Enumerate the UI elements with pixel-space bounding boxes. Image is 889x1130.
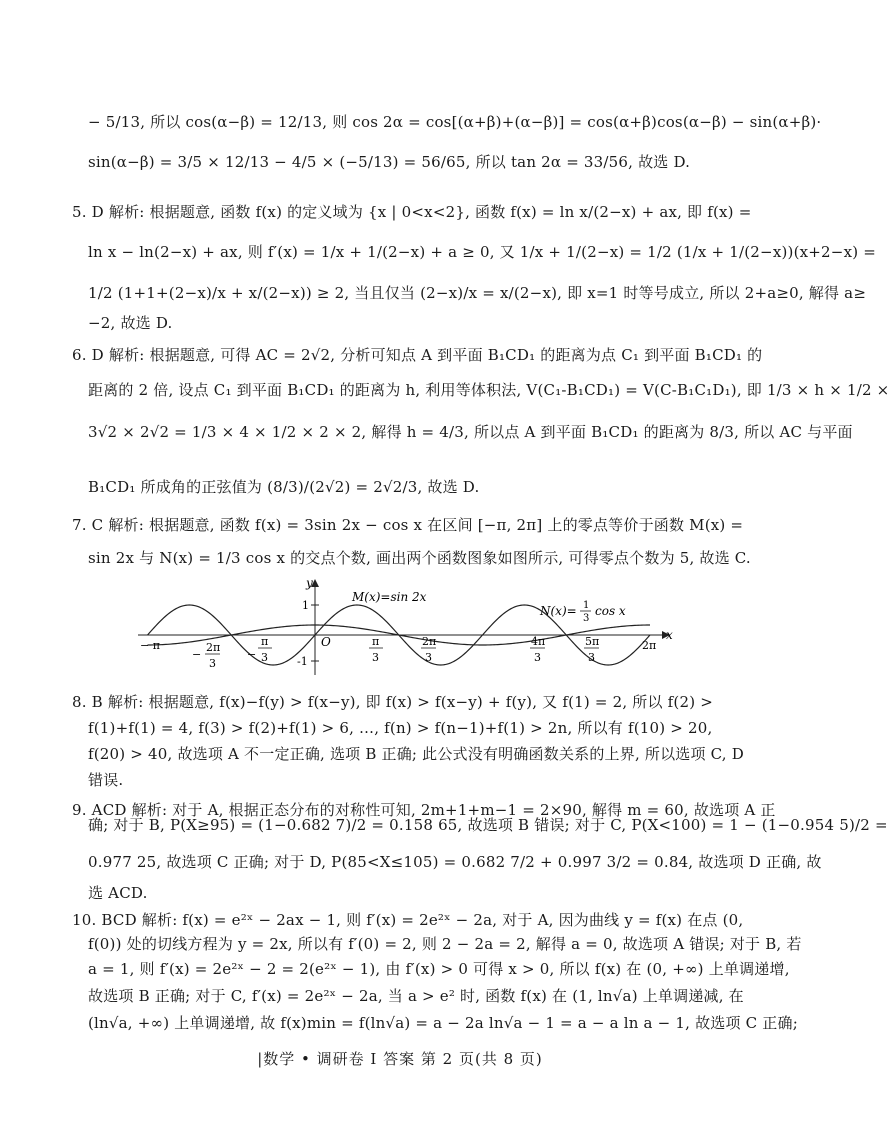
text-line: a = 1, 则 f′(x) = 2e²ˣ − 2 = 2(e²ˣ − 1), 由 f′(x) > 0 可得 x > 0, 所以 f(x) 在 (0, +∞) 上单调递增,: [88, 960, 790, 978]
text-line: 0.977 25, 故选项 C 正确; 对于 D, P(85<X≤105) = 0.682 7/2 + 0.997 3/2 = 0.84, 故选项 D 正确, 故: [88, 853, 822, 871]
text-line: B₁CD₁ 所成角的正弦值为 (8/3)/(2√2) = 2√2/3, 故选 D.: [88, 478, 480, 496]
y-tick-neg1: -1: [297, 655, 308, 668]
n-frac-den: 3: [583, 613, 590, 624]
tick-neg-2pi3-minus: −: [192, 648, 202, 661]
text-line: (ln√a, +∞) 上单调递增, 故 f(x)min = f(ln√a) = a − 2a ln√a − 1 = a − a ln a − 1, 故选项 C 正确;: [88, 1014, 798, 1032]
text-line: 距离的 2 倍, 设点 C₁ 到平面 B₁CD₁ 的距离为 h, 利用等体积法, V(C₁-B₁CD₁) = V(C-B₁C₁D₁), 即 1/3 × h × 1/2 ×: [88, 381, 889, 399]
tick-5pi3-num: 5π: [585, 635, 600, 648]
text-line: − 5/13, 所以 cos(α−β) = 12/13, 则 cos 2α = cos[(α+β)+(α−β)] = cos(α+β)cos(α−β) − sin(α+β)·: [88, 113, 822, 131]
text-line: 3√2 × 2√2 = 1/3 × 4 × 1/2 × 2 × 2, 解得 h = 4/3, 所以点 A 到平面 B₁CD₁ 的距离为 8/3, 所以 AC 与平面: [88, 423, 853, 441]
n-curve-label-tail: cos x: [595, 604, 626, 618]
text-line: sin(α−β) = 3/5 × 12/13 − 4/5 × (−5/13) = 56/65, 所以 tan 2α = 33/56, 故选 D.: [88, 153, 691, 171]
answer-7-line: 7. C 解析: 根据题意, 函数 f(x) = 3sin 2x − cos x 在区间 [−π, 2π] 上的零点等价于函数 M(x) =: [72, 516, 744, 534]
tick-neg-pi3-num: π: [261, 635, 269, 648]
tick-pi3-den: 3: [372, 651, 379, 664]
x-axis-label: x: [666, 628, 673, 642]
tick-neg-2pi3-den: 3: [209, 657, 216, 670]
text-line: f(1)+f(1) = 4, f(3) > f(2)+f(1) > 6, …, f(n) > f(n−1)+f(1) > 2n, 所以有 f(10) > 20,: [88, 719, 713, 737]
text-line: 错误.: [88, 771, 124, 789]
tick-2pi3-num: 2π: [422, 635, 437, 648]
tick-5pi3-den: 3: [588, 651, 595, 664]
tick-2pi3-den: 3: [425, 651, 432, 664]
answer-8-line: 8. B 解析: 根据题意, f(x)−f(y) > f(x−y), 即 f(x) > f(x−y) + f(y), 又 f(1) = 2, 所以 f(2) >: [72, 693, 714, 711]
text-line: 确; 对于 B, P(X≥95) = (1−0.682 7)/2 = 0.158 65, 故选项 B 错误; 对于 C, P(X<100) = 1 − (1−0.954 5)/2 =: [88, 816, 888, 834]
text-line: f(0)) 处的切线方程为 y = 2x, 所以有 f′(0) = 2, 则 2 − 2a = 2, 解得 a = 0, 故选项 A 错误; 对于 B, 若: [88, 935, 802, 953]
tick-neg-pi: − π: [140, 639, 160, 652]
n-frac-num: 1: [583, 600, 590, 611]
tick-4pi3-num: 4π: [531, 635, 546, 648]
text-line: f(20) > 40, 故选项 A 不一定正确, 选项 B 正确; 此公式没有明确函数关系的上界, 所以选项 C, D: [88, 745, 744, 763]
tick-neg-pi3-den: 3: [261, 651, 268, 664]
function-graph: [130, 575, 690, 680]
y-axis-label: y: [306, 576, 313, 590]
text-line: 选 ACD.: [88, 884, 148, 902]
m-curve-label: M(x)=sin 2x: [352, 590, 427, 604]
answer-9-line: 9. ACD 解析: 对于 A, 根据正态分布的对称性可知, 2m+1+m−1 = 2×90, 解得 m = 60, 故选项 A 正: [72, 801, 776, 819]
text-line: sin 2x 与 N(x) = 1/3 cos x 的交点个数, 画出两个函数图象如图所示, 可得零点个数为 5, 故选 C.: [88, 549, 751, 567]
tick-2pi: 2π: [642, 639, 657, 652]
tick-pi3-num: π: [372, 635, 380, 648]
y-tick-1: 1: [302, 599, 309, 612]
answer-5-line: 5. D 解析: 根据题意, 函数 f(x) 的定义域为 {x | 0<x<2}, 函数 f(x) = ln x/(2−x) + ax, 即 f(x) =: [72, 203, 752, 221]
tick-neg-pi3-minus: −: [247, 648, 257, 661]
tick-neg-2pi3-num: 2π: [206, 641, 221, 654]
text-line: 1/2 (1+1+(2−x)/x + x/(2−x)) ≥ 2, 当且仅当 (2−x)/x = x/(2−x), 即 x=1 时等号成立, 所以 2+a≥0, 解得 a≥: [88, 284, 867, 302]
origin-label: O: [321, 635, 331, 649]
text-line: ln x − ln(2−x) + ax, 则 f′(x) = 1/x + 1/(2−x) + a ≥ 0, 又 1/x + 1/(2−x) = 1/2 (1/x + 1/(2−x))(x+2−x) =: [88, 243, 877, 261]
page-footer: |数学 • 调研卷 I 答案 第 2 页(共 8 页): [257, 1050, 543, 1068]
answer-10-line: 10. BCD 解析: f(x) = e²ˣ − 2ax − 1, 则 f′(x) = 2e²ˣ − 2a, 对于 A, 因为曲线 y = f(x) 在点 (0,: [72, 911, 744, 929]
text-line: 故选项 B 正确; 对于 C, f′(x) = 2e²ˣ − 2a, 当 a > e² 时, 函数 f(x) 在 (1, ln√a) 上单调递减, 在: [88, 987, 744, 1005]
text-line: −2, 故选 D.: [88, 314, 173, 332]
n-curve-label: N(x)=: [540, 604, 577, 618]
answer-6-line: 6. D 解析: 根据题意, 可得 AC = 2√2, 分析可知点 A 到平面 B₁CD₁ 的距离为点 C₁ 到平面 B₁CD₁ 的: [72, 346, 763, 364]
tick-4pi3-den: 3: [534, 651, 541, 664]
